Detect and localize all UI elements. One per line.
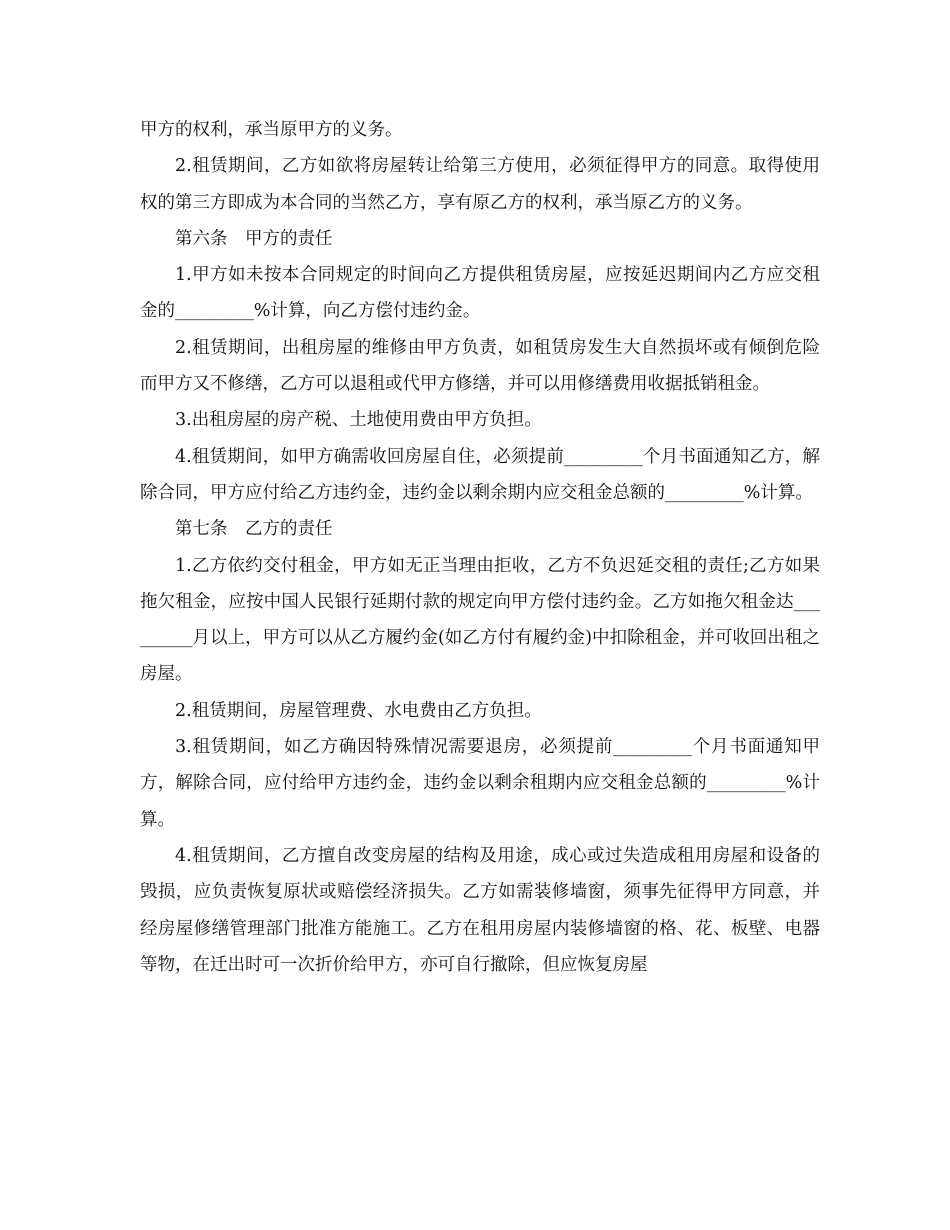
paragraph-6-3: 3.出租房屋的房产税、土地使用费由甲方负担。: [175, 410, 542, 431]
paragraph-6-1: 1.甲方如未按本合同规定的时间向乙方提供租赁房屋，应按延迟期间内乙方应交租金的_________%计算，向乙方偿付违约金。: [140, 265, 820, 322]
paragraph-7-3: 3.租赁期间，如乙方确因特殊情况需要退房，必须提前_________个月书面通知甲方，解除合同，应付给甲方违约金，违约金以剩余租期内应交租金总额的_________%计算。: [140, 737, 820, 830]
paragraph-7-2: 2.租赁期间，房屋管理费、水电费由乙方负担。: [175, 700, 542, 721]
paragraph-6-4: 4.租赁期间，如甲方确需收回房屋自住，必须提前_________个月书面通知乙方，解除合同，甲方应付给乙方违约金，违约金以剩余期内应交租金总额的_________%计算。: [140, 446, 820, 503]
paragraph-6-2: 2.租赁期间，出租房屋的维修由甲方负责，如租赁房发生大自然损坏或有倾倒危险而甲方又不修缮，乙方可以退租或代甲方修缮，并可以用修缮费用收据抵销租金。: [140, 337, 820, 395]
section-heading-article-6: 第六条 甲方的责任: [175, 228, 333, 249]
document-body: [140, 112, 820, 983]
section-heading-article-7: 第七条 乙方的责任: [175, 519, 333, 540]
paragraph-7-1: 1.乙方依约交付租金，甲方如无正当理由拒收，乙方不负迟延交租的责任;乙方如果拖欠租金，应按中国人民银行延期付款的规定向甲方偿付违约金。乙方如拖欠租金达_________月以上，甲方可以从乙方履约金(如乙方付有履约金)中扣除租金，并可收回出租之房屋。: [140, 555, 820, 685]
paragraph-transfer-clause: 2.租赁期间，乙方如欲将房屋转让给第三方使用，必须征得甲方的同意。取得使用权的第三方即成为本合同的当然乙方，享有原乙方的权利，承当原乙方的义务。: [140, 156, 820, 213]
paragraph-continuation: 甲方的权利，承当原甲方的义务。: [140, 120, 403, 140]
paragraph-7-4: 4.租赁期间，乙方擅自改变房屋的结构及用途，成心或过失造成租用房屋和设备的毁损，应负责恢复原状或赔偿经济损失。乙方如需装修墙窗，须事先征得甲方同意，并经房屋修缮管理部门批准方能施工。乙方在租用房屋内装修墙窗的格、花、板壁、电器等物，在迁出时可一次折价给甲方，亦可自行撤除，但应恢复房屋: [140, 845, 820, 975]
